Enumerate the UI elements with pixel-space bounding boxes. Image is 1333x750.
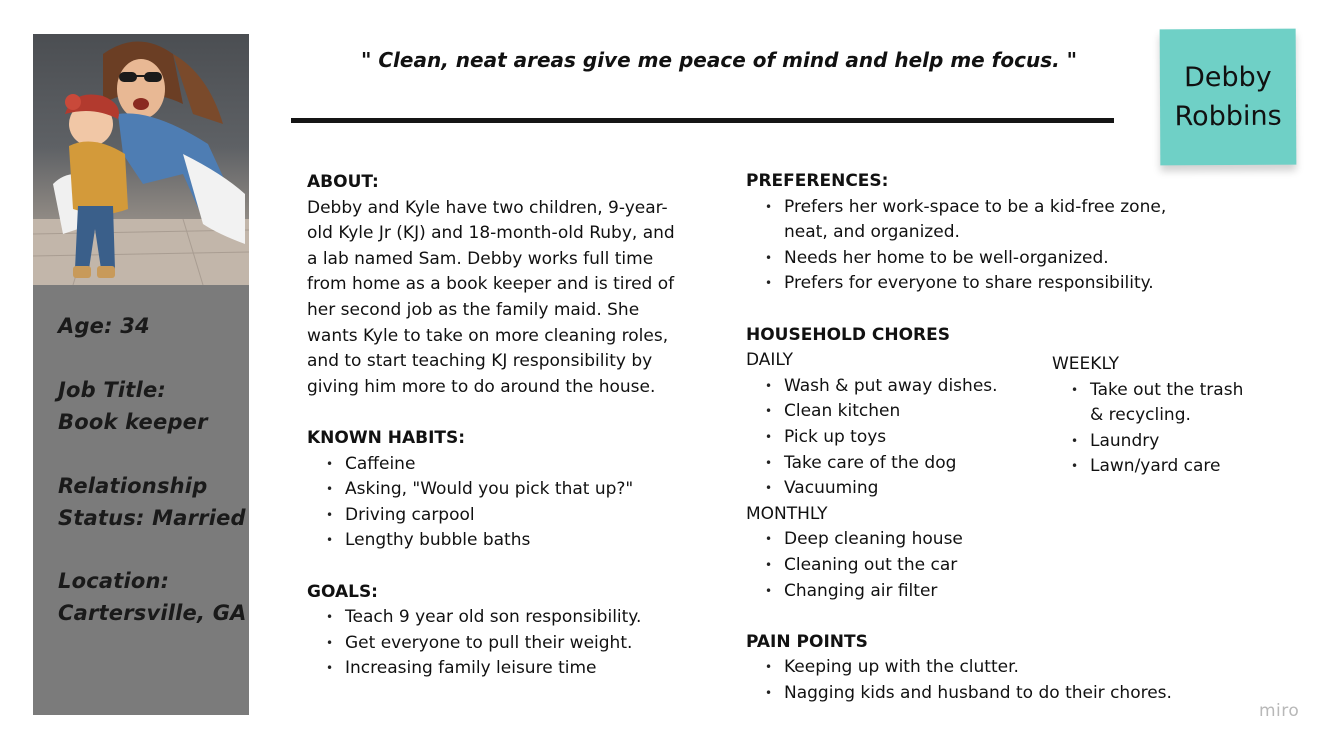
list-item: • Prefers for everyone to share responsibility. [784,271,1172,297]
last-name: Robbins [1174,100,1282,133]
about-line: from home as a book keeper and is tired of [307,274,675,295]
list-item: • Clean kitchen [784,399,1172,425]
list-item: • Laundry [1090,429,1243,455]
relationship-field [58,470,246,534]
list-item: • Pick up toys [784,425,1172,451]
persona-photo [33,34,249,285]
list-item [784,195,1172,246]
list-item: • Cleaning out the car [784,553,1172,579]
list-item: • Deep cleaning house [784,527,1172,553]
relationship-label: Relationship [58,474,208,498]
list-item: • Asking, "Would you pick that up?" [345,477,677,503]
location-value: Cartersville, GA [58,601,247,625]
name-sticky-note[interactable] [1160,29,1297,166]
list-item-line: • Prefers her work-space to be a kid-free zone, [784,196,1167,217]
weekly-column [1052,352,1243,480]
about-line: old Kyle Jr (KJ) and 18-month-old Ruby, and [307,223,675,244]
list-item: • Needs her home to be well-organized. [784,246,1172,272]
list-item: • Wash & put away dishes. [784,374,1172,400]
about-line: Debby and Kyle have two children, 9-year- [307,197,668,218]
location-label: Location: [58,569,170,593]
list-item: • Vacuuming [784,476,1172,502]
pain-points-list [746,655,1172,706]
goals-heading: GOALS: [307,581,378,602]
list-item-line: neat, and organized. [784,222,960,243]
weekly-label: WEEKLY [1052,354,1120,374]
age-text: Age: 34 [58,314,150,338]
monthly-chores-list [746,527,1172,604]
list-item: • Driving carpool [345,503,677,529]
daily-label: DAILY [746,350,794,371]
list-item: • Keeping up with the clutter. [784,655,1172,681]
list-item: • Caffeine [345,452,677,478]
list-item: • Take care of the dog [784,451,1172,477]
divider-rule [291,118,1114,123]
list-item: • Get everyone to pull their weight. [345,631,677,657]
persona-photo-illustration [33,34,249,285]
relationship-value: Status: Married [58,506,246,530]
list-item: • Changing air filter [784,579,1172,605]
list-item: • Lengthy bubble baths [345,528,677,554]
list-item: • Teach 9 year old son responsibility. [345,605,677,631]
preferences-heading: PREFERENCES: [746,171,889,191]
job-title-value: Book keeper [58,410,208,434]
list-item: • Lawn/yard care [1090,454,1243,480]
job-title-field [58,374,208,438]
location-field [58,565,247,629]
about-line: a lab named Sam. Debby works full time [307,248,654,269]
monthly-label: MONTHLY [746,503,828,524]
list-item-line: • Take out the trash [1090,379,1244,400]
left-column [307,170,677,682]
household-chores-heading: HOUSEHOLD CHORES [746,324,950,345]
about-line: wants Kyle to take on more cleaning roles, [307,325,669,346]
job-title-label: Job Title: [58,378,166,402]
goals-list [307,605,677,682]
list-item: • Increasing family leisure time [345,656,677,682]
persona-quote: " Clean, neat areas give me peace of mind and help me focus. " [361,48,1078,72]
pain-points-heading: PAIN POINTS [746,631,868,652]
known-habits-heading: KNOWN HABITS: [307,427,466,448]
miro-watermark: miro [1259,701,1300,721]
list-item [1090,378,1243,429]
about-paragraph [307,196,677,401]
first-name: Debby [1183,61,1272,94]
weekly-chores-list [1052,378,1243,480]
about-heading: ABOUT: [307,172,379,192]
known-habits-list [307,452,677,554]
about-line: her second job as the family maid. She [307,299,640,320]
age-field [58,310,150,342]
about-line: giving him more to do around the house. [307,376,656,397]
preferences-list [746,195,1172,297]
profile-sidebar [33,285,249,715]
about-line: and to start teaching KJ responsibility by [307,351,653,372]
list-item-line: & recycling. [1090,405,1191,426]
list-item: • Nagging kids and husband to do their chores. [784,681,1172,707]
